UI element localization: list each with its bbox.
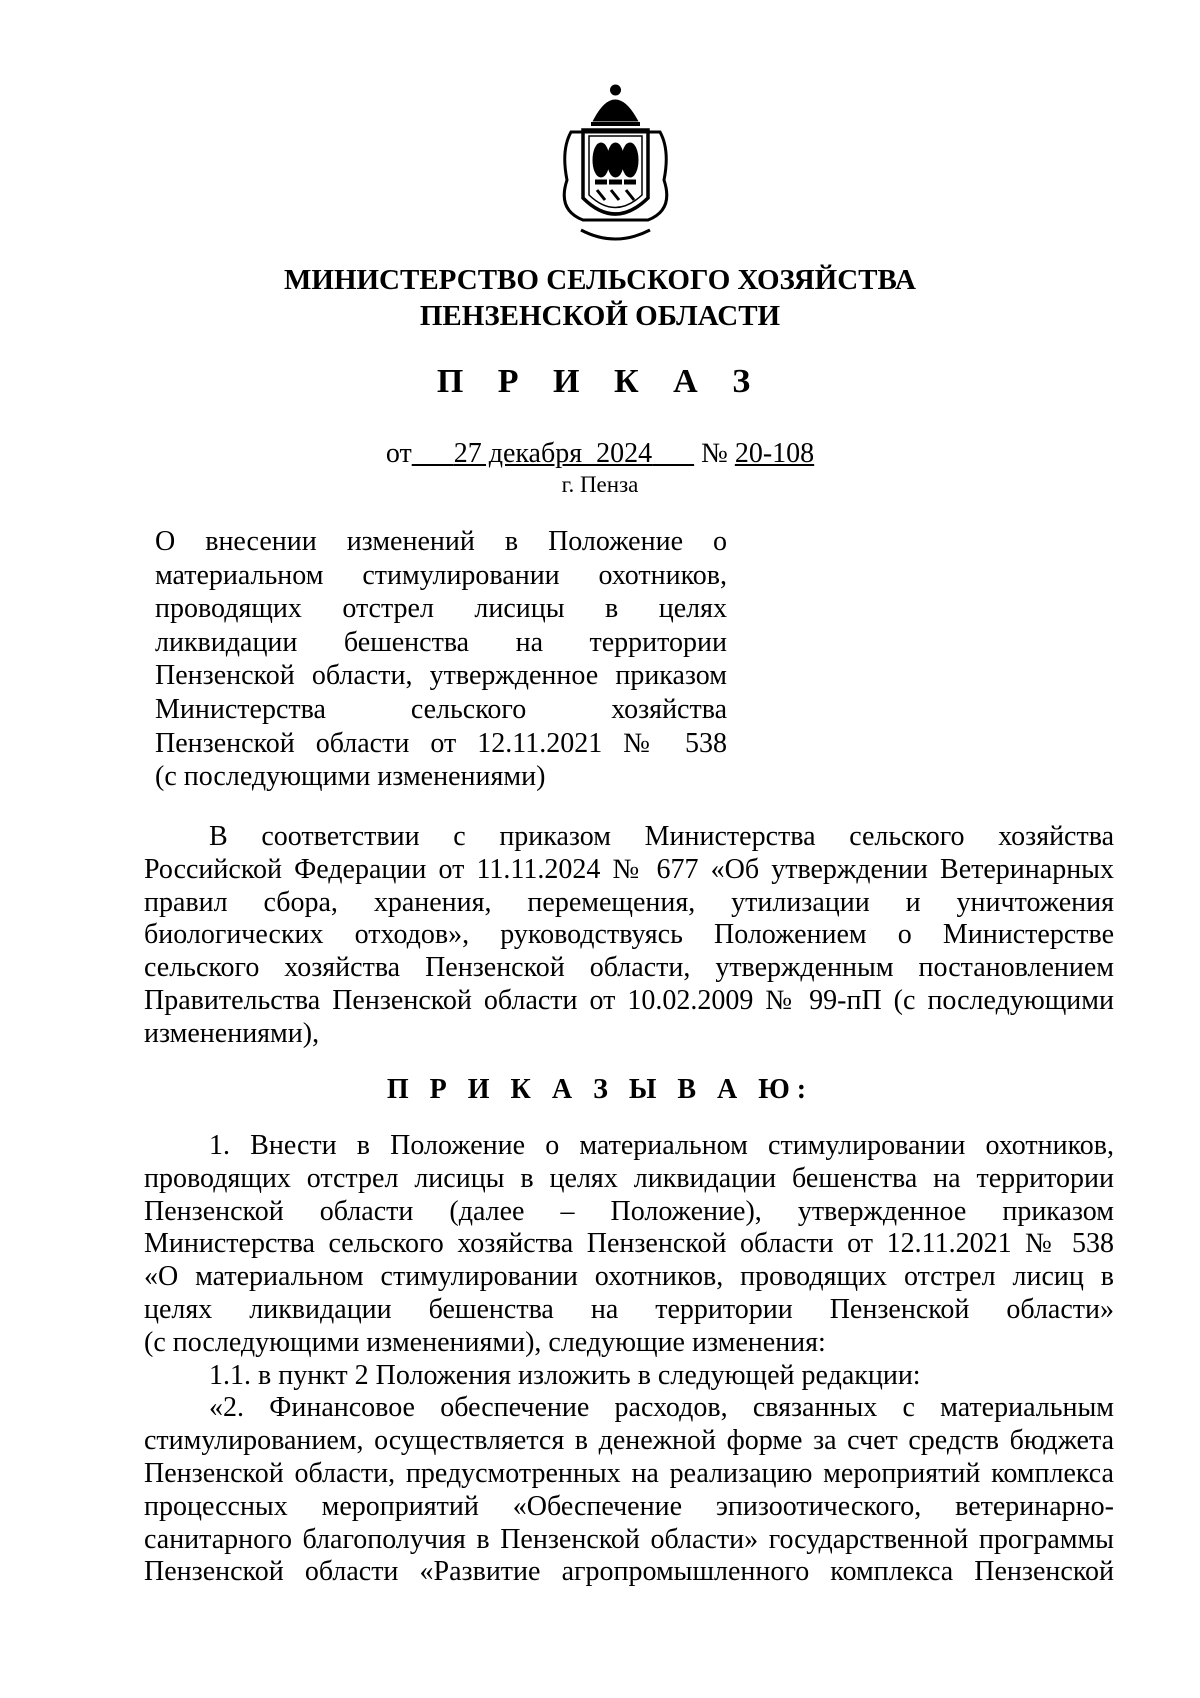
subject-line: ликвидации бешенства на территории — [155, 626, 727, 658]
preamble-line: Российской Федерации от 11.11.2024 № 677 «Об утверждении Ветеринарных — [144, 853, 1114, 885]
document-type-title: П Р И К А З — [436, 363, 764, 400]
item-line: целях ликвидации бешенства на территории Пензенской области» — [144, 1293, 1114, 1325]
order-keyword: П Р И К А З Ы В А Ю: — [386, 1074, 814, 1105]
document-number: 20-108 — [734, 438, 815, 469]
item-line: Пензенской области (далее – Положение), утвержденное приказом — [144, 1195, 1114, 1227]
subject-line: (с последующими изменениями) — [155, 761, 546, 793]
preamble-line: В соответствии с приказом Министерства сельского хозяйства — [209, 821, 1114, 852]
preamble-line: Правительства Пензенской области от 10.02.2009 № 99-пП (с последующими — [144, 984, 1114, 1016]
document-subject — [155, 525, 727, 794]
preamble-line: биологических отходов», руководствуясь Положением о Министерстве — [144, 919, 1114, 951]
subject-line: Министерства сельского хозяйства — [155, 693, 727, 725]
date-underline-left — [412, 438, 454, 469]
date-underline-right — [652, 438, 694, 469]
preamble-paragraph — [144, 821, 1114, 1051]
date-prefix: от — [385, 438, 412, 469]
preamble-line: правил сбора, хранения, перемещения, утилизации и уничтожения — [144, 886, 1114, 918]
item-line: Министерства сельского хозяйства Пензенской области от 12.11.2021 № 538 — [144, 1228, 1114, 1260]
subject-line: материальном стимулировании охотников, — [155, 559, 727, 591]
subject-line: Пензенской области, утвержденное приказом — [155, 660, 727, 692]
item-line: Пензенской области, предусмотренных на реализацию мероприятий комплекса — [144, 1457, 1114, 1489]
city-label: г. Пенза — [561, 472, 639, 497]
subject-line: Пензенской области от 12.11.2021 № 538 — [155, 727, 727, 759]
document-date: 27 декабря 2024 — [453, 438, 653, 469]
item-line: 1. Внести в Положение о материальном стимулировании охотников, — [209, 1130, 1114, 1161]
item-line: стимулированием, осуществляется в денежной форме за счет средств бюджета — [144, 1425, 1114, 1457]
ministry-name — [0, 262, 1200, 334]
item-line: «О материальном стимулировании охотников, проводящих отстрел лисиц в — [144, 1261, 1114, 1293]
item-line: проводящих отстрел лисицы в целях ликвидации бешенства на территории — [144, 1162, 1114, 1194]
item-1-paragraph — [144, 1130, 1114, 1589]
item-line: Пензенской области «Развитие агропромышленного комплекса Пензенской — [144, 1556, 1114, 1588]
item-line: процессных мероприятий «Обеспечение эпизоотического, ветеринарно- — [144, 1490, 1114, 1522]
ministry-name-line2: ПЕНЗЕНСКОЙ ОБЛАСТИ — [419, 300, 781, 332]
date-number-line — [0, 437, 1200, 471]
preamble-line: сельского хозяйства Пензенской области, утвержденным постановлением — [144, 952, 1114, 984]
item-line: санитарного благополучия в Пензенской области» государственной программы — [144, 1523, 1114, 1555]
item-line: 1.1. в пункт 2 Положения изложить в следующей редакции: — [209, 1359, 921, 1391]
coat-of-arms-emblem — [553, 80, 678, 250]
subject-line: О внесении изменений в Положение о — [155, 526, 727, 557]
preamble-line: изменениями), — [144, 1017, 320, 1049]
subject-line: проводящих отстрел лисицы в целях — [155, 593, 727, 625]
ministry-name-line1: МИНИСТЕРСТВО СЕЛЬСКОГО ХОЗЯЙСТВА — [284, 264, 916, 296]
number-prefix: № — [701, 438, 728, 469]
item-line: (с последующими изменениями), следующие изменения: — [144, 1326, 826, 1358]
item-line: «2. Финансовое обеспечение расходов, связанных с материальным — [209, 1392, 1114, 1424]
